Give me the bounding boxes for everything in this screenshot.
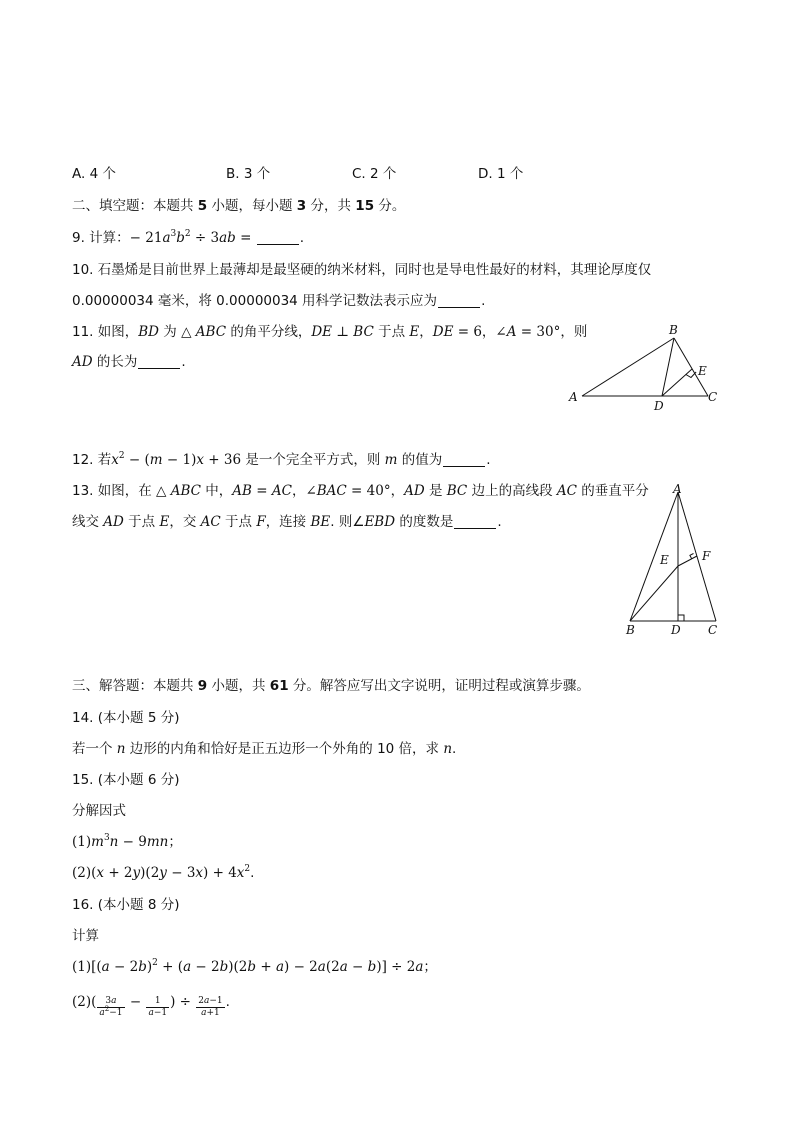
question-14-heading: 14. (本小题 5 分) xyxy=(72,710,180,726)
answer-blank xyxy=(138,354,180,369)
question-15-heading: 15. (本小题 6 分) xyxy=(72,772,180,788)
question-10-line-1: 10. 石墨烯是目前世界上最薄却是最坚硬的纳米材料，同时也是导电性最好的材料，其理论厚度仅 xyxy=(72,262,652,278)
label-d: D xyxy=(654,399,664,413)
answer-blank xyxy=(454,514,496,529)
fraction-1: $\frac{3a}{a^2-1}$ xyxy=(99,996,123,1018)
side-ab xyxy=(630,492,678,621)
question-16-part-2: (2)( $\frac{3a}{a^2-1}$ − $\frac{1}{a-1}$ ) ÷ $\frac{2a-1}{a+1}$ . xyxy=(72,994,230,1018)
label-c: C xyxy=(708,623,718,637)
q11-triangle-figure xyxy=(560,318,730,418)
label-e: E xyxy=(660,553,669,567)
label-a: A xyxy=(569,390,578,404)
fraction-3: $\frac{2a-1}{a+1}$ xyxy=(198,996,223,1018)
question-13-line-2: 线交 AD 于点 E，交 AC 于点 F，连接 BE. 则∠EBD 的度数是 . xyxy=(72,514,502,530)
section-2-heading: 二、填空题：本题共 5 小题，每小题 3 分，共 15 分。 xyxy=(72,198,406,214)
question-12: 12. 若$x^2 - (m - 1)x + 36$ 是一个完全平方式，则 m 的值为 . xyxy=(72,451,491,468)
right-angle-mark-d xyxy=(678,615,684,621)
label-c: C xyxy=(708,390,718,404)
label-d: D xyxy=(671,623,681,637)
question-15-part-2: $(2)(x + 2y)(2y - 3x) + 4x^2$. xyxy=(72,864,255,881)
option-b: B. 3 个 xyxy=(226,166,271,182)
q13-triangle-figure xyxy=(616,478,732,642)
question-16-part-1: $(1)[(a - 2b)^2 + (a - 2b)(2b + a) - 2a(2a - b)] \div 2a$； xyxy=(72,958,437,975)
question-14-body: 若一个 n 边形的内角和恰好是正五边形一个外角的 10 倍，求 n. xyxy=(72,741,457,757)
label-a: A xyxy=(673,482,682,496)
question-9: 9. 计算：− $21a^3b^2 \div 3ab$ = . xyxy=(72,229,305,246)
option-a: A. 4 个 xyxy=(72,166,116,182)
question-16-intro: 计算 xyxy=(72,928,99,944)
option-d: D. 1 个 xyxy=(478,166,524,182)
label-f: F xyxy=(702,549,711,563)
question-13-line-1: 13. 如图，在 △ ABC 中，AB = AC，∠BAC = 40°，AD 是 BC 边上的高线段 AC 的垂直平分 xyxy=(72,483,649,499)
question-15-intro: 分解因式 xyxy=(72,803,126,819)
label-b: B xyxy=(669,323,678,337)
question-11-line-1: 11. 如图，BD 为 △ ABC 的角平分线，DE ⊥ BC 于点 E，DE = 6，∠A = 30°，则 xyxy=(72,324,588,340)
option-c: C. 2 个 xyxy=(352,166,397,182)
question-16-heading: 16. (本小题 8 分) xyxy=(72,897,180,913)
question-15-part-1: $(1)m^3n - 9mn$； xyxy=(72,833,182,850)
answer-blank xyxy=(443,452,485,467)
answer-blank xyxy=(257,230,299,245)
question-11-line-2: AD 的长为 . xyxy=(72,354,186,370)
answer-blank xyxy=(438,293,480,308)
label-b: B xyxy=(626,623,635,637)
segment-be xyxy=(630,566,678,621)
question-10-line-2: 0.00000034 毫米，将 0.00000034 用科学记数法表示应为 . xyxy=(72,293,486,309)
fraction-2: $\frac{1}{a-1}$ xyxy=(148,996,168,1018)
label-e: E xyxy=(698,364,707,378)
section-3-heading: 三、解答题：本题共 9 小题，共 61 分。解答应写出文字说明，证明过程或演算步骤。 xyxy=(72,678,590,694)
side-ab xyxy=(582,338,674,396)
perp-bisector-ef xyxy=(678,556,697,566)
